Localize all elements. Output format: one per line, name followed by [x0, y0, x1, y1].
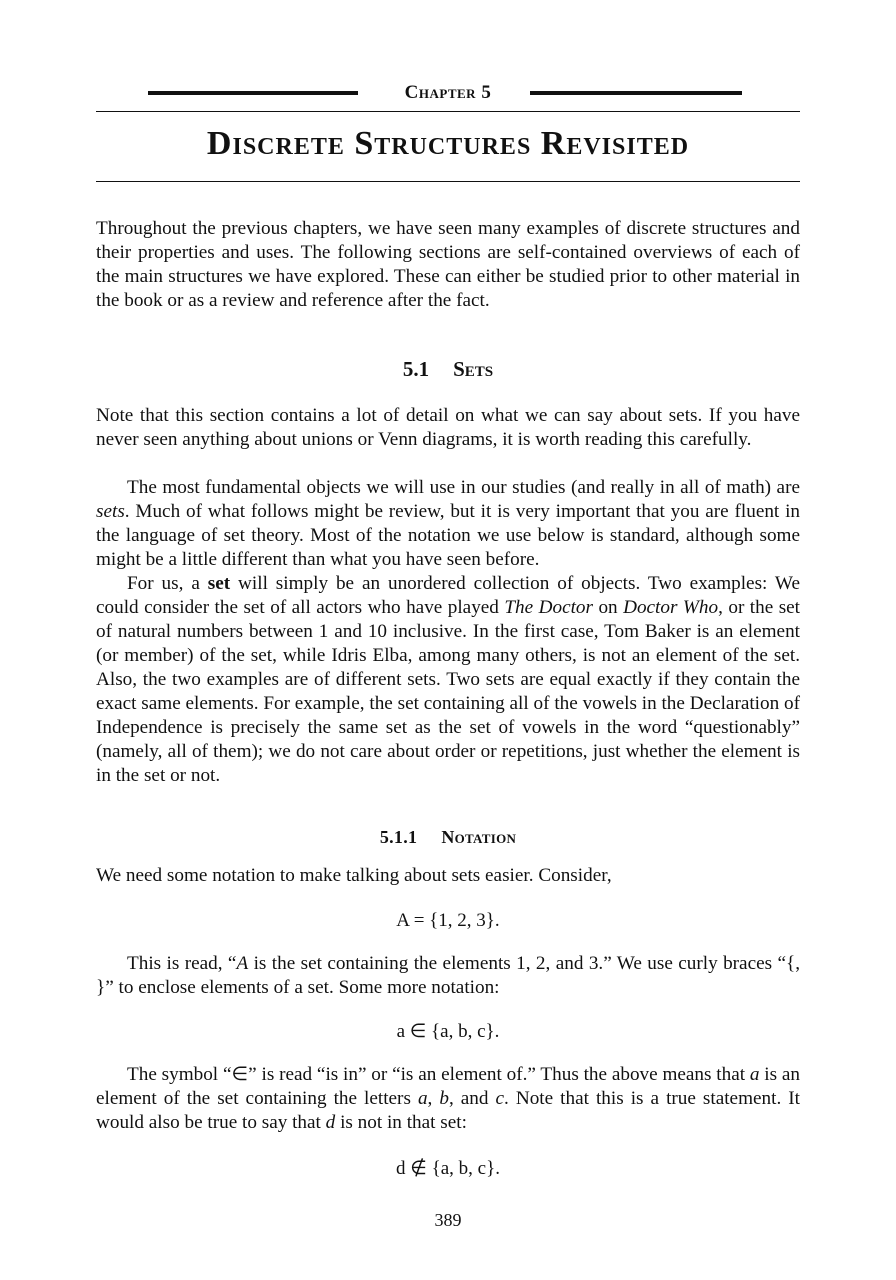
term-set: set: [207, 573, 231, 594]
subsection-heading: [96, 827, 800, 848]
sets-note-paragraph: Note that this section contains a lot of detail on what we can say about sets. If you have never seen anything about unions or Venn diagrams, it is worth reading this carefully.: [96, 405, 800, 450]
intro-paragraph: Throughout the previous chapters, we have seen many examples of discrete structures and their properties and uses. The following sections are self-contained overviews of each of the main structures we have explored. These can either be studied prior to other material in the book or as a review and reference after the fact.: [96, 218, 800, 311]
chapter-top-rule: [96, 111, 800, 112]
book-page: [96, 0, 800, 1280]
sets-paragraph-3: For us, a set will simply be an unordered collection of objects. Two examples: We could consider the set of all actors who have played The Doctor on Doctor Who, or the set of natural numbers between 1 and 10 inclusive. In the first case, Tom Baker is an element (or member) of the set, while Idris Elba, among many others, is not an element of the set. Also, the two examples are of different sets. Two sets are equal exactly if they contain the exact same elements. For example, the set containing all of the vowels in the Declaration of Independence is precisely the same set as the set of vowels in the word “questionably” (namely, all of them); we do not care about order or repetitions, just whether the element is in the set or not.: [96, 573, 801, 786]
chapter-label: Chapter 5: [404, 82, 492, 103]
chapter-header: [96, 82, 800, 110]
var-A: A: [236, 953, 249, 974]
notation-paragraph-2: This is read, “A is the set containing the elements 1, 2, and 3.” We use curly braces “{, }” to enclose elements of a set. Some more notation:: [96, 953, 800, 998]
page-number: 389: [434, 1210, 462, 1230]
section-heading: [96, 357, 800, 382]
subsection-title: Notation: [441, 827, 517, 847]
notation-paragraph-3: The symbol “∈” is read “is in” or “is an element of.” Thus the above means that a is an element of the set containing the letters a, b, and c. Note that this is a true statement. It would also be true to say that d is not in that set:: [96, 1064, 800, 1133]
notation-intro-paragraph: We need some notation to make talking about sets easier. Consider,: [96, 865, 612, 886]
math-display-2: a ∈ {a, b, c}.: [396, 1021, 500, 1042]
emphasis-doctor-who: Doctor Who: [623, 597, 719, 618]
emphasis-sets: sets: [96, 501, 125, 522]
chapter-bottom-rule: [96, 181, 800, 182]
section-title: Sets: [453, 357, 494, 381]
chapter-title: Discrete Structures Revisited: [206, 125, 690, 162]
subsection-number: 5.1.1: [379, 827, 418, 847]
chapter-ornament-right: [530, 91, 742, 95]
sets-paragraph-2: The most fundamental objects we will use in our studies (and really in all of math) are sets. Much of what follows might be review, but it is very important that you are fluent in the language of set theory. Most of the notation we use below is standard, although some might be a little different than what you have seen before.: [96, 477, 800, 570]
emphasis-the-doctor: The Doctor: [504, 597, 593, 618]
math-display-1: A = {1, 2, 3}.: [396, 910, 500, 931]
math-display-3: d ∉ {a, b, c}.: [396, 1158, 500, 1179]
section-number: 5.1: [402, 357, 430, 381]
